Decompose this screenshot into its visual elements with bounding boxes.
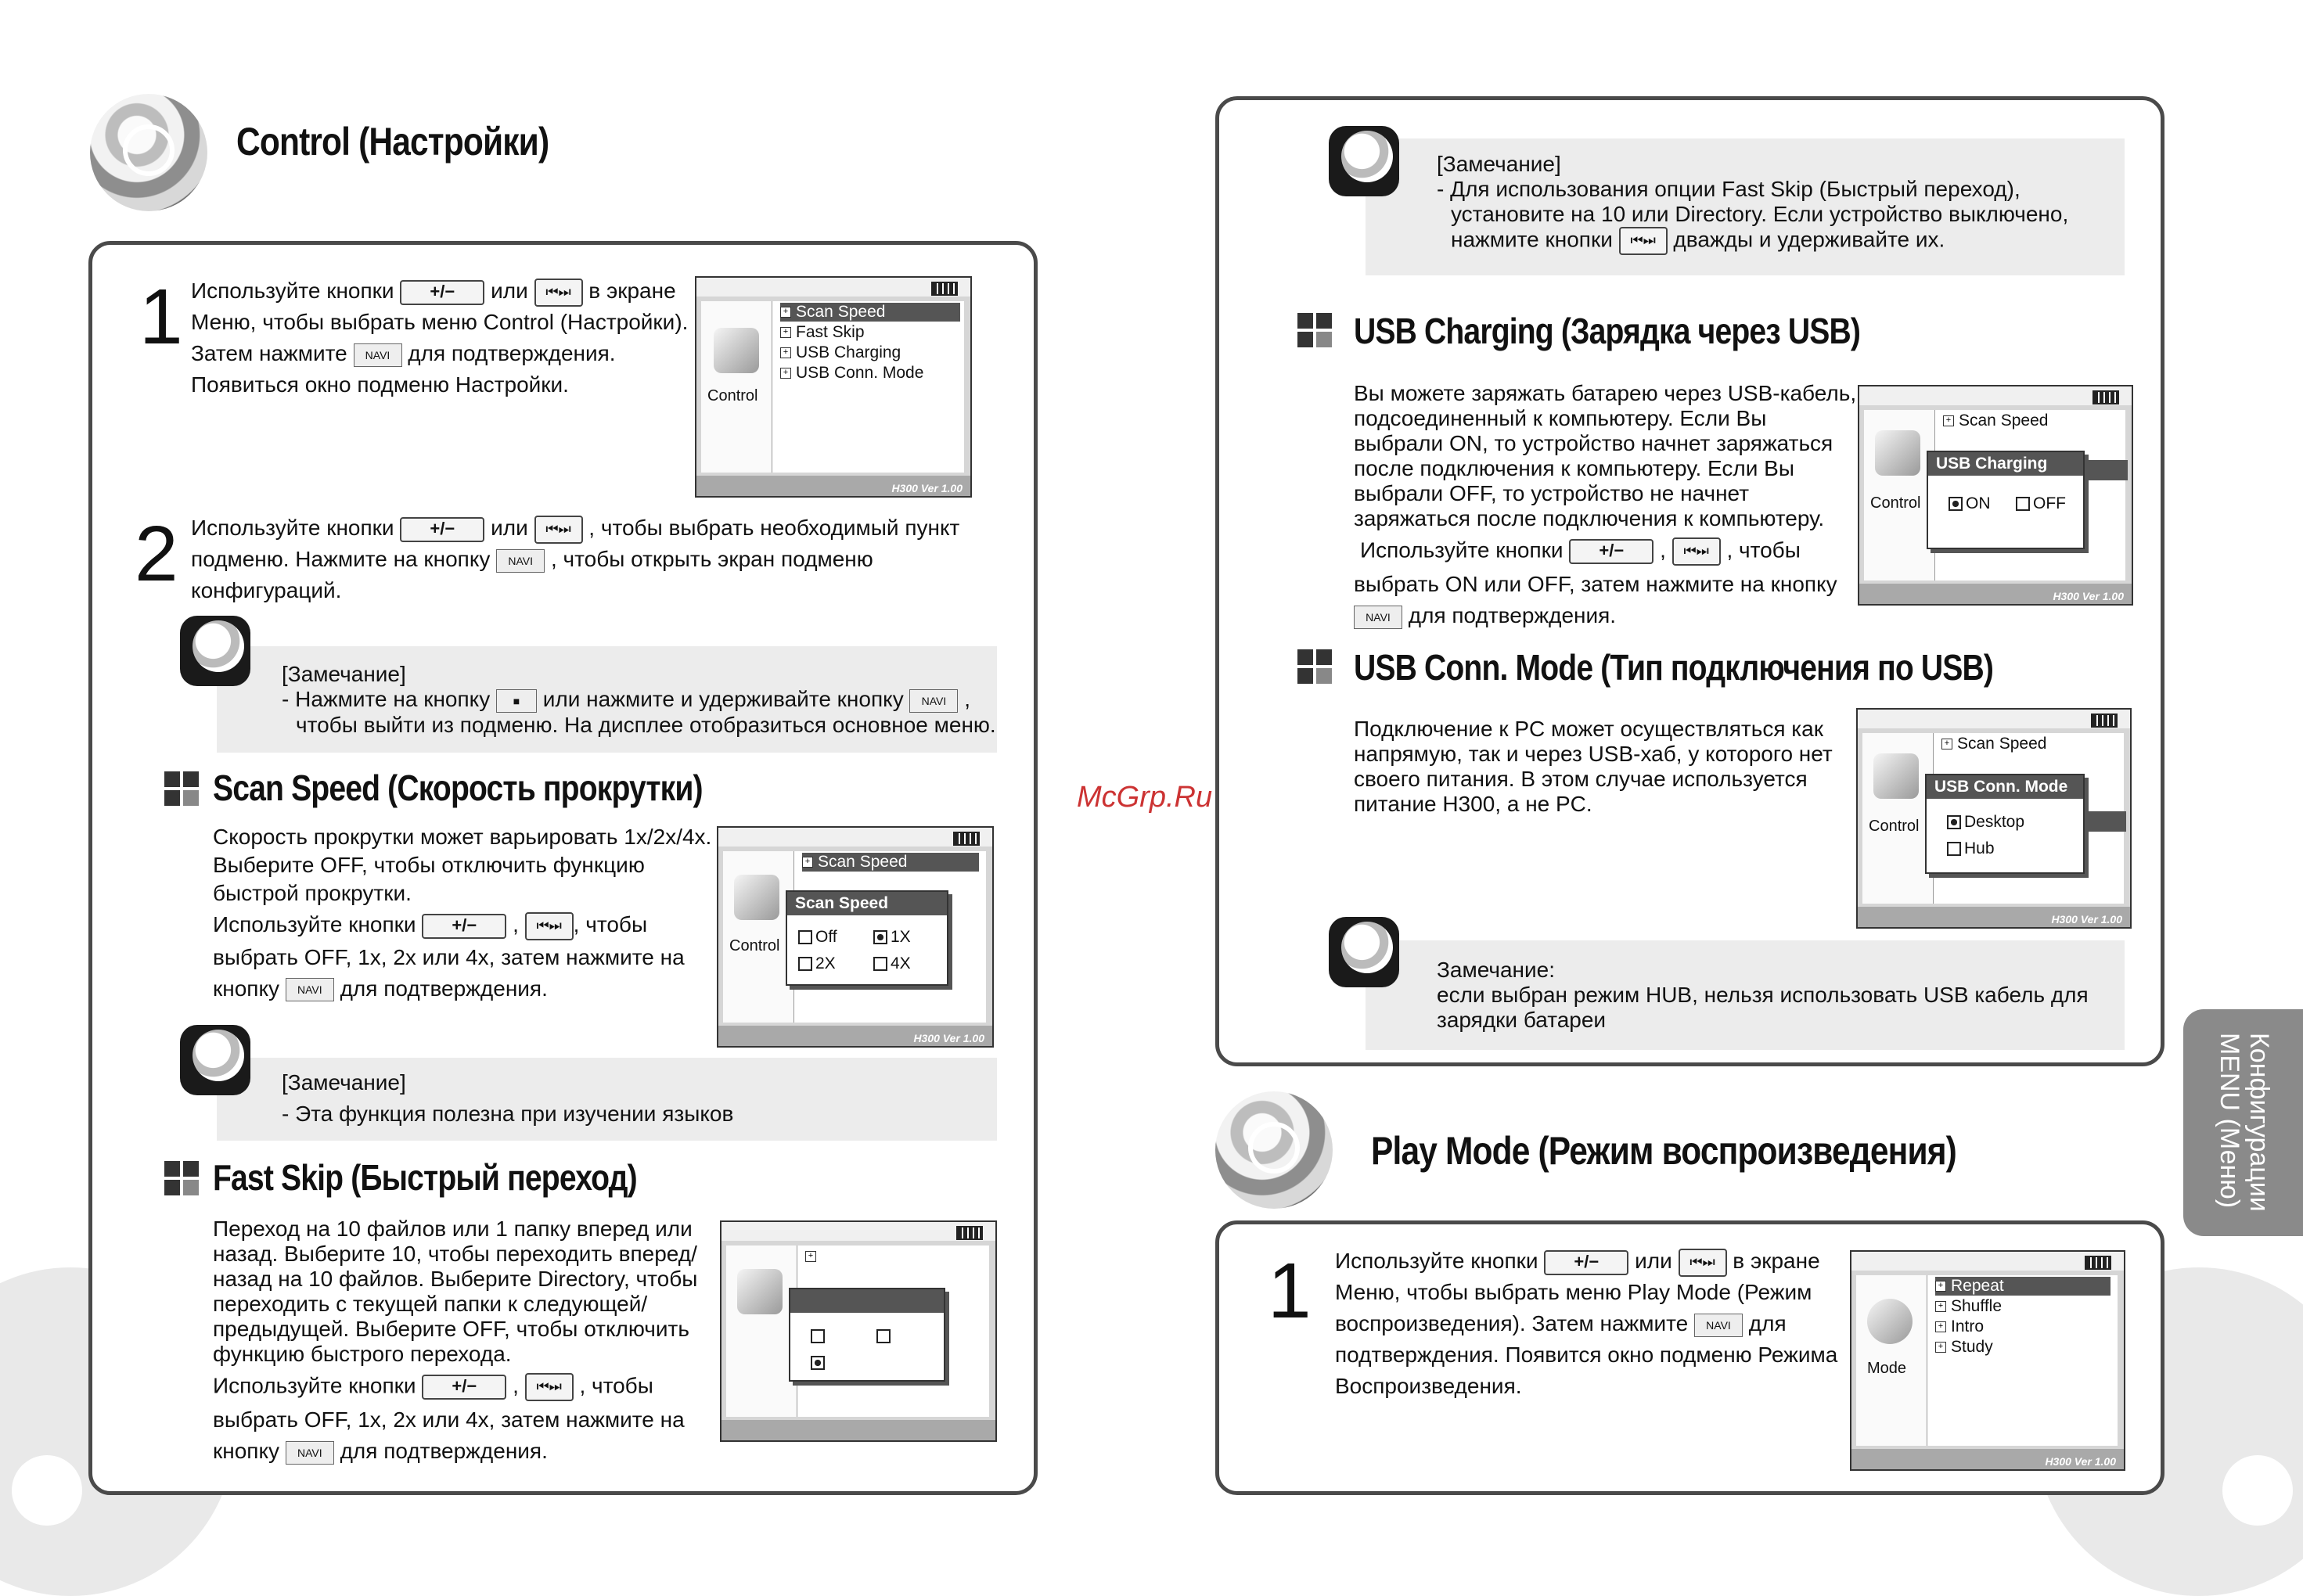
screen-brand: H300 Ver 1.00 [2045,1455,2116,1468]
menu-item: + Scan Speed [802,853,979,872]
device-screen-scan-speed [717,826,994,1048]
note-icon [180,616,250,686]
menu-item: + Study [1935,1338,1993,1357]
wrench-icon [714,328,759,373]
section-square-icon [164,771,199,806]
note-icon [1329,126,1399,196]
device-screen-fast-skip [720,1220,997,1442]
menu-item: + Fast Skip [780,323,865,342]
plus-minus-button-icon: +/− [422,914,506,939]
usb-charging-text: Вы можете заряжать батарею через USB-кабель, подсоединенный к компьютеру. Если Вы выбрали ON, то устройство начнет заряжаться после подключения к компьютеру. Если Вы выбрали OFF, то устройство не начнет заряжаться после подключения к компьютеру. Используйте кнопки +/− , ⏮⏭ , чтобы выбрать ON или OFF, затем нажмите на кнопку NAVI для подтверждения. [1354,381,1857,627]
navi-button-icon: NAVI [286,978,334,1001]
control-step2-text: Используйте кнопки +/− или ⏮⏭ , чтобы выбрать необходимый пункт подменю. Нажмите на кнопку NAVI , чтобы открыть экран подменю конфигураций. [191,516,960,602]
screen-label: Control [1869,818,1920,835]
battery-icon [956,1226,983,1240]
play-mode-title: Play Mode (Режим воспроизведения) [1371,1129,1956,1173]
plus-minus-button-icon: +/− [422,1375,506,1400]
wrench-icon [1875,430,1920,476]
screen-brand: H300 Ver 1.00 [2051,913,2122,926]
navi-button-icon: NAVI [1354,606,1402,629]
battery-icon [953,832,980,846]
device-screen-usb-charging [1858,385,2133,606]
menu-item: + Scan Speed [1941,735,2046,753]
popup-usb-conn: USB Conn. Mode Desktop Hub [1925,774,2085,874]
device-screen-control [695,276,972,498]
play-mode-text: Используйте кнопки +/− или ⏮⏭ в экране Меню, чтобы выбрать меню Play Mode (Режим воспроизведения). Затем нажмите NAVI для подтверждения. Появится окно подменю Режима Воспроизведения. [1335,1249,1838,1398]
battery-icon [2092,390,2119,404]
side-tab [2183,1009,2303,1236]
note-text: [Замечание] - Для использования опции Fast Skip (Быстрый переход), установите на 10 или Directory. Если устройство выключено, нажмите кнопки ⏮⏭ дважды и удерживайте их. [1437,152,2068,255]
stop-button-icon: ■ [496,689,537,713]
skip-buttons-icon: ⏮⏭ [525,1373,574,1401]
screen-label: Control [1870,494,1921,512]
fast-skip-title: Fast Skip (Быстрый переход) [213,1157,637,1198]
screen-brand: H300 Ver 1.00 [891,482,963,494]
scan-speed-text: Скорость прокрутки может варьировать 1x/2x/4x. Выберите OFF, чтобы отключить функцию быстрой прокрутки. Используйте кнопки +/− , ⏮⏭ , чтобы выбрать OFF, 1x, 2x или 4x, затем нажмите на кнопку NAVI для подтверждения. [213,825,712,1001]
note-icon [180,1025,250,1095]
section-square-icon [164,1161,199,1195]
decor-hole [2222,1455,2293,1526]
menu-item: + USB Charging [780,343,901,362]
skip-buttons-icon: ⏮⏭ [534,279,583,307]
device-screen-usb-conn [1856,708,2132,929]
repeat-icon [1867,1299,1913,1344]
battery-icon [2091,714,2118,728]
note-text: [Замечание] - Нажмите на кнопку ■ или нажмите и удерживайте кнопку NAVI , чтобы выйти из подменю. На дисплее отобразиться основное меню. [282,662,996,737]
menu-item: + Intro [1935,1317,1984,1336]
step-number: 1 [1268,1247,1312,1335]
side-tab-text: Конфигурации MENU (Меню) [2215,1033,2274,1212]
step-number: 1 [139,273,183,361]
plus-minus-button-icon: +/− [1544,1250,1628,1275]
popup-usb-charging: USB Charging ON OFF [1927,451,2085,549]
popup-fast-skip [789,1288,945,1382]
skip-buttons-icon: ⏮⏭ [534,516,583,544]
skip-buttons-icon: ⏮⏭ [1672,537,1721,566]
screen-label: Mode [1867,1360,1907,1377]
navi-button-icon: NAVI [496,549,545,573]
menu-item: + USB Conn. Mode [780,364,923,383]
navi-button-icon: NAVI [286,1441,334,1465]
popup-scan-speed: Scan Speed Off 1X 2X 4X [786,890,948,986]
scan-speed-title: Scan Speed (Скорость прокрутки) [213,767,703,808]
control-logo-icon [90,94,207,211]
control-step1-text: Используйте кнопки +/− или ⏮⏭ в экране Меню, чтобы выбрать меню Control (Настройки). Затем нажмите NAVI для подтверждения. Появиться окно подменю Настройки. [191,279,689,397]
screen-label: Control [707,387,758,404]
navi-button-icon: NAVI [909,689,958,713]
skip-buttons-icon: ⏮⏭ [1619,227,1668,255]
screen-label: Control [729,937,780,954]
navi-button-icon: NAVI [1694,1314,1743,1337]
skip-buttons-icon: ⏮⏭ [525,912,574,940]
plus-minus-button-icon: +/− [400,280,484,305]
navi-button-icon: NAVI [354,343,402,367]
step-number: 2 [135,510,178,598]
section-square-icon [1297,649,1332,684]
note-icon [1329,917,1399,987]
wrench-icon [737,1269,783,1314]
wrench-icon [734,875,779,920]
screen-brand: H300 Ver 1.00 [913,1032,984,1044]
menu-item: + [805,1247,821,1266]
note-text: Замечание: если выбран режим HUB, нельзя использовать USB кабель для зарядки батареи [1437,958,2089,1032]
fast-skip-text: Переход на 10 файлов или 1 папку вперед или назад. Выберите 10, чтобы переходить вперед/ назад на 10 файлов. Выберите Directory, чтобы переходить с текущей папки к следующей/ предыдущей. Выберите OFF, чтобы отключить функцию быстрого перехода. Используйте кнопки +/− , ⏮⏭ , чтобы выбрать OFF, 1x, 2x или 4x, затем нажмите на кнопку NAVI для подтверждения. [213,1217,698,1463]
menu-item: + Shuffle [1935,1297,2002,1316]
watermark: McGrp.Ru [1077,781,1213,814]
device-screen-play-mode [1850,1250,2125,1471]
play-mode-logo-icon [1215,1091,1333,1209]
wrench-icon [1873,753,1919,799]
decor-hole [12,1455,82,1526]
menu-item: + Scan Speed [780,303,960,322]
screen-brand: H300 Ver 1.00 [2053,590,2124,602]
usb-charging-title: USB Charging (Зарядка через USB) [1354,311,1861,351]
plus-minus-button-icon: +/− [400,517,484,542]
menu-item: + Repeat [1935,1277,2110,1296]
usb-conn-text: Подключение к PC может осуществляться как напрямую, так и через USB-хаб, у которого нет своего питания. В этом случае используется питание H300, а не PC. [1354,717,1833,816]
section-square-icon [1297,313,1332,347]
battery-icon [2085,1256,2111,1270]
usb-conn-title: USB Conn. Mode (Тип подключения по USB) [1354,647,1994,688]
plus-minus-button-icon: +/− [1569,539,1653,564]
control-title: Control (Настройки) [236,120,549,164]
note-text: [Замечание] - Эта функция полезна при изучении языков [282,1070,734,1126]
menu-item: + Scan Speed [1943,412,2048,430]
skip-buttons-icon: ⏮⏭ [1679,1249,1727,1277]
battery-icon [931,282,958,296]
